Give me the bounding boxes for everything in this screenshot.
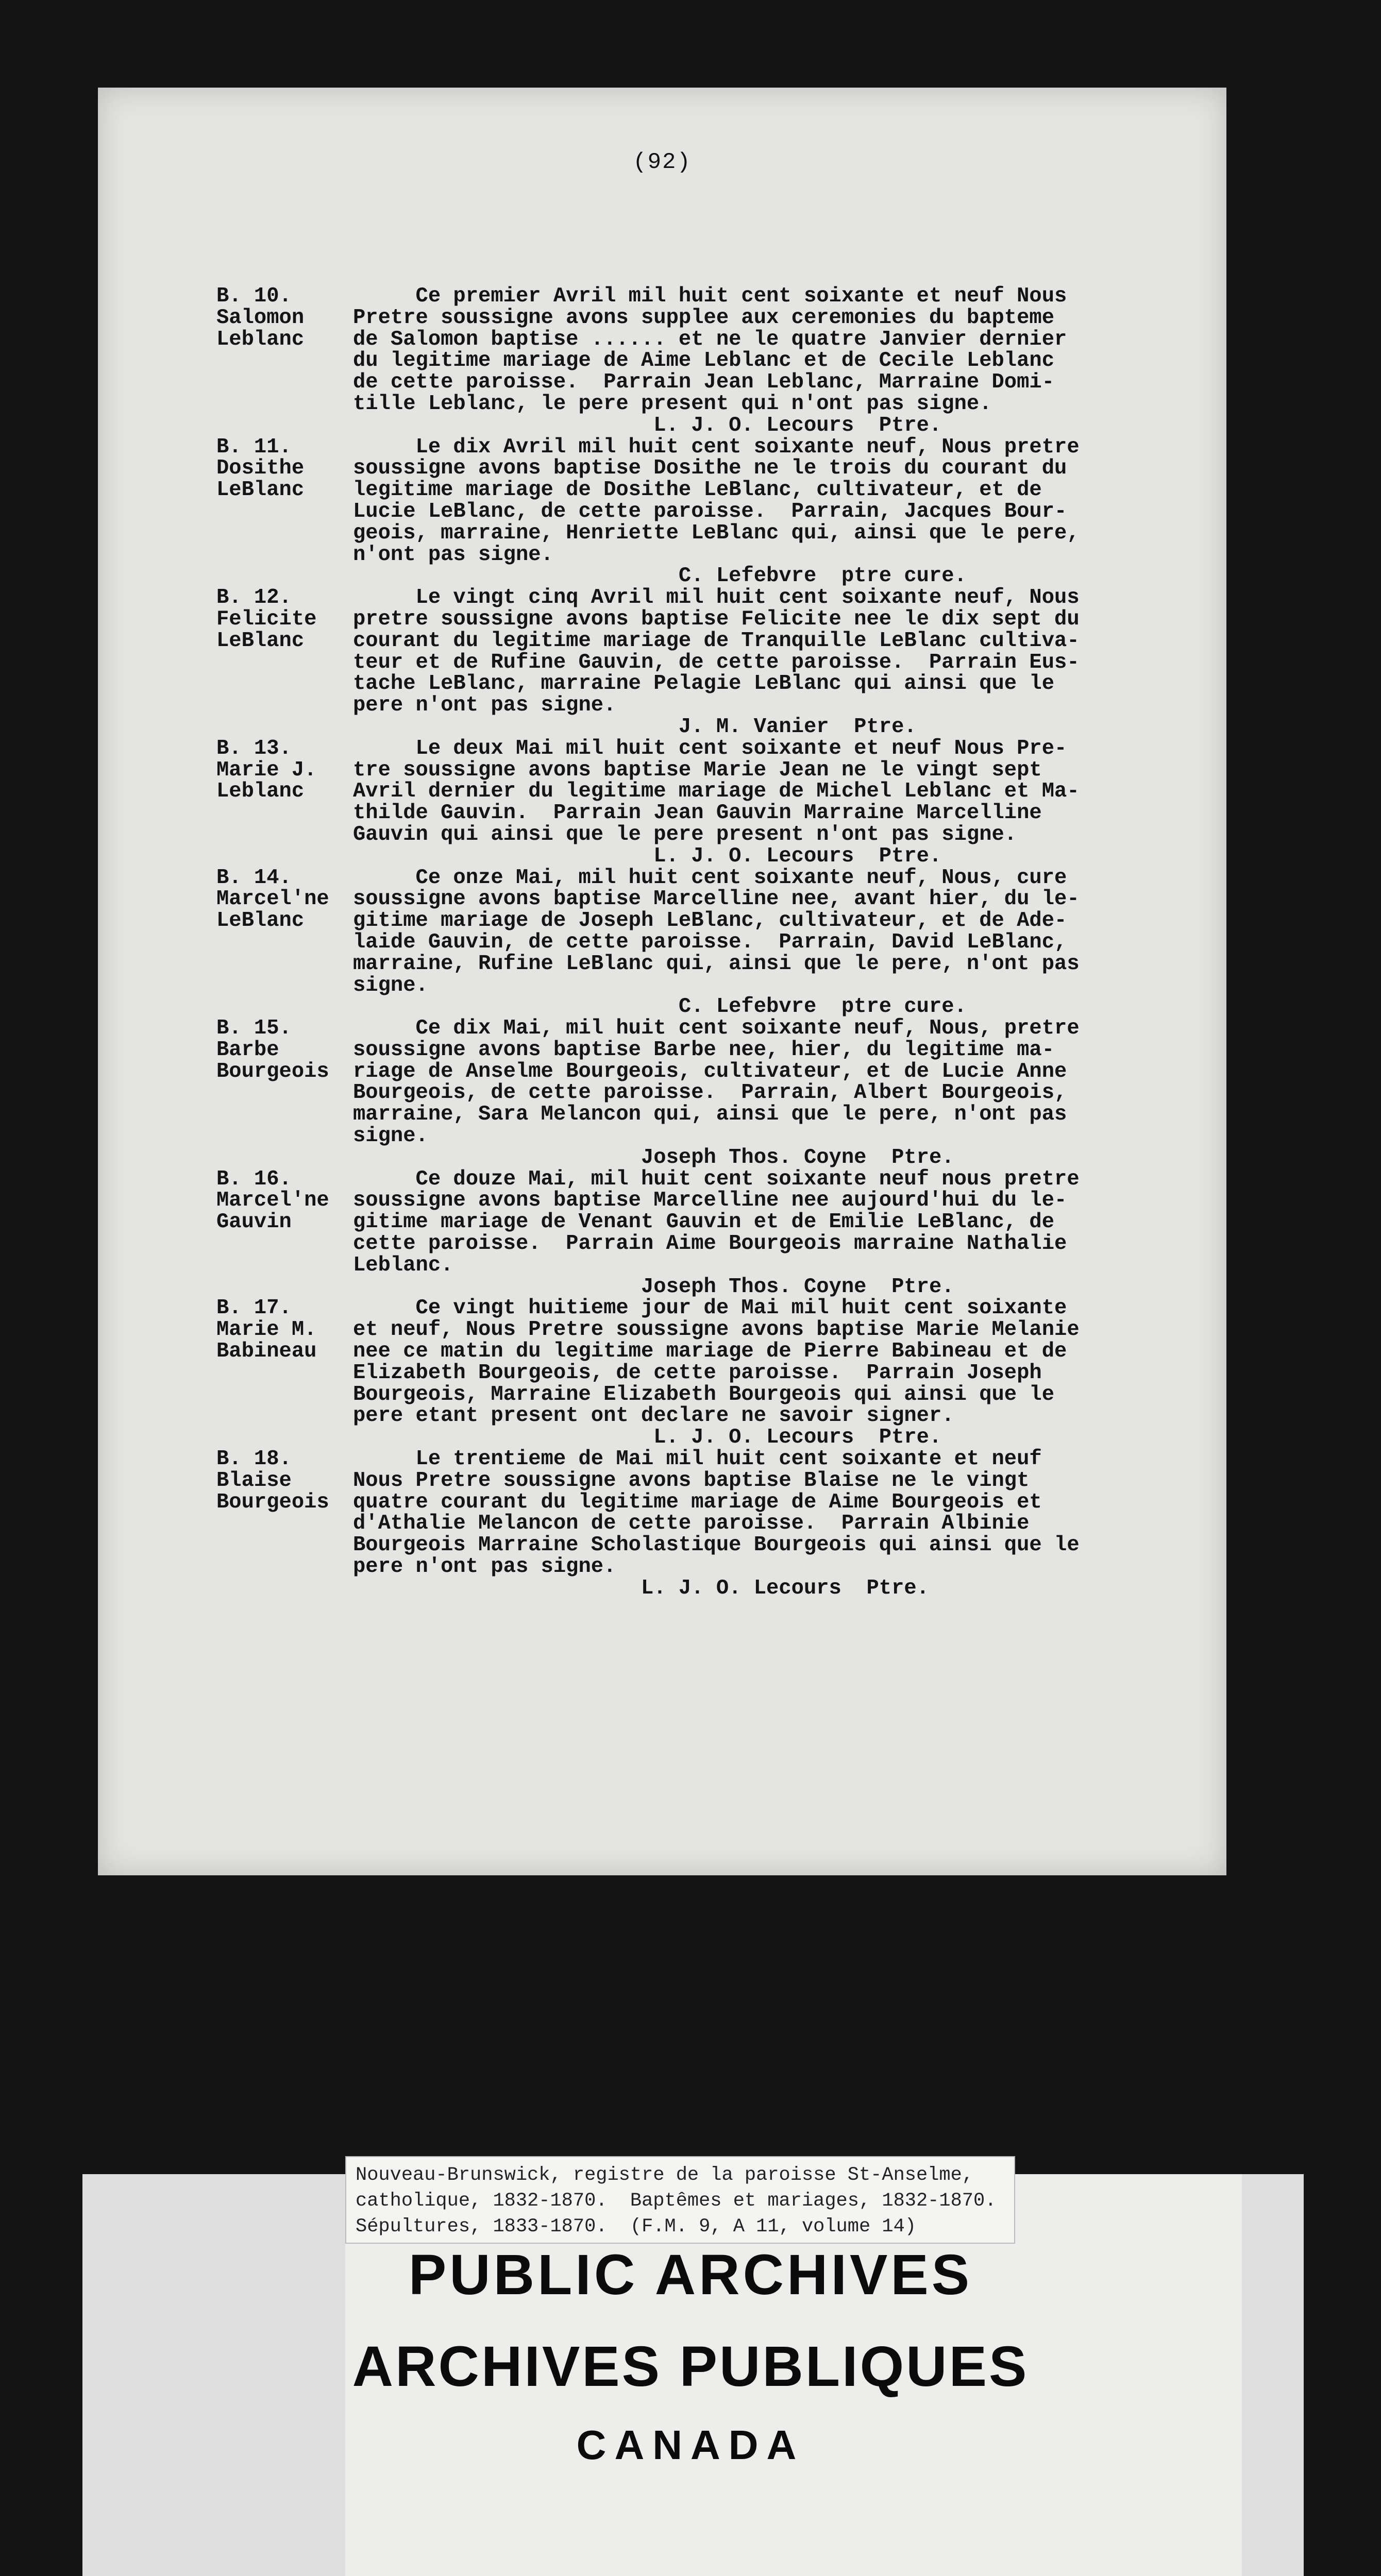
margin-line: Blaise — [216, 1468, 292, 1493]
entry-line: marraine, Rufine LeBlanc qui, ainsi que le pere, n'ont pas — [353, 952, 1080, 976]
margin-line: Babineau — [216, 1340, 317, 1364]
register-page — [98, 88, 1226, 1875]
margin-line: B. 17. — [216, 1296, 292, 1320]
entry-margin-note — [216, 286, 353, 437]
entry-line: pretre soussigne avons baptise Felicite nee le dix sept du — [353, 607, 1080, 631]
entry-line: pere etant present ont declare ne savoir signer. — [353, 1404, 954, 1428]
margin-line: LeBlanc — [216, 909, 305, 933]
archives-title-french: ARCHIVES PUBLIQUES — [352, 2335, 1029, 2398]
entry-line: marraine, Sara Melancon qui, ainsi que le pere, n'ont pas — [353, 1103, 1067, 1127]
entry-signature: Joseph Thos. Coyne Ptre. — [353, 1275, 954, 1299]
margin-line: Barbe — [216, 1038, 279, 1062]
entry-line: pere n'ont pas signe. — [353, 1555, 616, 1579]
entry-signature: L. J. O. Lecours Ptre. — [353, 1576, 929, 1600]
entry-signature: L. J. O. Lecours Ptre. — [353, 1426, 942, 1450]
entry-text — [353, 437, 1185, 588]
entry-margin-note — [216, 1169, 353, 1298]
margin-line: B. 15. — [216, 1016, 292, 1041]
margin-line: B. 14. — [216, 866, 292, 890]
entry-line: geois, marraine, Henriette LeBlanc qui, ainsi que le pere, — [353, 521, 1080, 545]
entry-text — [353, 1298, 1185, 1449]
margin-line: Leblanc — [216, 779, 305, 804]
baptism-entry — [216, 1449, 1185, 1600]
entry-line: et neuf, Nous Pretre soussigne avons baptise Marie Melanie — [353, 1318, 1080, 1342]
entry-line: thilde Gauvin. Parrain Jean Gauvin Marraine Marcelline — [353, 801, 1042, 825]
entry-line: tille Leblanc, le pere present qui n'ont pas signe. — [353, 392, 992, 416]
entry-margin-note — [216, 437, 353, 588]
entry-line: Pretre soussigne avons supplee aux ceremonies du bapteme — [353, 306, 1055, 330]
margin-line: Marie M. — [216, 1318, 317, 1342]
entry-line: de Salomon baptise ...... et ne le quatre Janvier dernier — [353, 327, 1067, 351]
entry-line: Nous Pretre soussigne avons baptise Blaise ne le vingt — [353, 1468, 1030, 1493]
page-number: (92) — [633, 149, 692, 175]
margin-line: B. 18. — [216, 1447, 292, 1471]
entry-text — [353, 1018, 1185, 1169]
entry-line: gitime mariage de Venant Gauvin et de Emilie LeBlanc, de — [353, 1210, 1055, 1234]
entry-line: courant du legitime mariage de Tranquille LeBlanc cultiva- — [353, 629, 1080, 653]
reference-line: Nouveau-Brunswick, registre de la paroisse St-Anselme, — [356, 2164, 973, 2186]
entry-line: Le dix Avril mil huit cent soixante neuf, Nous pretre — [353, 435, 1080, 459]
baptism-entry — [216, 1298, 1185, 1449]
entry-line: laide Gauvin, de cette paroisse. Parrain, David LeBlanc, — [353, 930, 1067, 954]
entry-line: Lucie LeBlanc, de cette paroisse. Parrain, Jacques Bour- — [353, 499, 1067, 523]
entry-line: Bourgeois, Marraine Elizabeth Bourgeois qui ainsi que le — [353, 1382, 1055, 1406]
entry-line: Bourgeois Marraine Scholastique Bourgeois qui ainsi que le — [353, 1533, 1080, 1557]
margin-line: Bourgeois — [216, 1490, 329, 1514]
margin-line: Marie J. — [216, 758, 317, 782]
entry-line: Le vingt cinq Avril mil huit cent soixante neuf, Nous — [353, 586, 1080, 610]
archives-title-english: PUBLIC ARCHIVES — [408, 2243, 973, 2307]
entry-margin-note — [216, 587, 353, 738]
entry-line: gitime mariage de Joseph LeBlanc, cultivateur, et de Ade- — [353, 909, 1067, 933]
entry-text — [353, 1449, 1185, 1600]
entry-text — [353, 1169, 1185, 1298]
entry-line: cette paroisse. Parrain Aime Bourgeois marraine Nathalie — [353, 1232, 1067, 1256]
entry-line: Ce dix Mai, mil huit cent soixante neuf, Nous, pretre — [353, 1016, 1080, 1041]
entry-line: Leblanc. — [353, 1253, 453, 1277]
entry-line: teur et de Rufine Gauvin, de cette paroisse. Parrain Eus- — [353, 650, 1080, 674]
baptism-entry — [216, 868, 1185, 1019]
margin-line: Leblanc — [216, 327, 305, 351]
entry-signature: L. J. O. Lecours Ptre. — [353, 844, 942, 868]
entry-text — [353, 868, 1185, 1019]
margin-line: Felicite — [216, 607, 317, 631]
entry-line: Elizabeth Bourgeois, de cette paroisse. Parrain Joseph — [353, 1361, 1042, 1385]
margin-line: B. 16. — [216, 1167, 292, 1191]
entry-line: signe. — [353, 1124, 428, 1148]
entry-line: Le deux Mai mil huit cent soixante et neuf Nous Pre- — [353, 736, 1067, 760]
entry-line: soussigne avons baptise Marcelline nee, avant hier, du le- — [353, 887, 1080, 911]
margin-line: LeBlanc — [216, 629, 305, 653]
margin-line: Marcel'ne — [216, 887, 329, 911]
entry-line: nee ce matin du legitime mariage de Pierre Babineau et de — [353, 1340, 1067, 1364]
margin-line: LeBlanc — [216, 478, 305, 502]
entry-line: Ce premier Avril mil huit cent soixante et neuf Nous — [353, 284, 1067, 308]
reference-slip — [345, 2156, 1015, 2244]
margin-line: Marcel'ne — [216, 1189, 329, 1213]
margin-line: B. 11. — [216, 435, 292, 459]
baptism-entry — [216, 738, 1185, 868]
entry-margin-note — [216, 1018, 353, 1169]
entry-line: n'ont pas signe. — [353, 543, 553, 567]
entry-signature: J. M. Vanier Ptre. — [353, 715, 917, 739]
entry-line: Gauvin qui ainsi que le pere present n'ont pas signe. — [353, 822, 1017, 846]
entry-line: Avril dernier du legitime mariage de Michel Leblanc et Ma- — [353, 779, 1080, 804]
entry-line: de cette paroisse. Parrain Jean Leblanc, Marraine Domi- — [353, 370, 1055, 395]
margin-line: B. 10. — [216, 284, 292, 308]
reference-line: catholique, 1832-1870. Baptêmes et mariages, 1832-1870. — [356, 2190, 997, 2212]
entry-line: quatre courant du legitime mariage de Aime Bourgeois et — [353, 1490, 1042, 1514]
baptism-entry — [216, 1018, 1185, 1169]
margin-line: Gauvin — [216, 1210, 292, 1234]
entry-signature: Joseph Thos. Coyne Ptre. — [353, 1145, 954, 1170]
reference-line: Sépultures, 1833-1870. (F.M. 9, A 11, volume 14) — [356, 2216, 916, 2238]
baptism-entry — [216, 587, 1185, 738]
entry-line: Le trentieme de Mai mil huit cent soixante et neuf — [353, 1447, 1042, 1471]
entry-line: Bourgeois, de cette paroisse. Parrain, Albert Bourgeois, — [353, 1081, 1067, 1105]
entry-text — [353, 738, 1185, 868]
baptism-entry — [216, 1169, 1185, 1298]
entry-line: d'Athalie Melancon de cette paroisse. Parrain Albinie — [353, 1512, 1030, 1536]
baptism-entry — [216, 437, 1185, 588]
entry-line: legitime mariage de Dosithe LeBlanc, cultivateur, et de — [353, 478, 1042, 502]
archives-title-country: CANADA — [576, 2422, 805, 2468]
entry-line: Ce vingt huitieme jour de Mai mil huit cent soixante — [353, 1296, 1067, 1320]
entry-line: signe. — [353, 973, 428, 997]
entry-line: Ce onze Mai, mil huit cent soixante neuf, Nous, cure — [353, 866, 1067, 890]
baptism-entries — [216, 286, 1185, 1600]
entry-line: soussigne avons baptise Dosithe ne le trois du courant du — [353, 456, 1067, 481]
entry-line: pere n'ont pas signe. — [353, 693, 616, 718]
entry-text — [353, 587, 1185, 738]
entry-margin-note — [216, 1298, 353, 1449]
entry-line: tre soussigne avons baptise Marie Jean ne le vingt sept — [353, 758, 1042, 782]
entry-line: soussigne avons baptise Marcelline nee aujourd'hui du le- — [353, 1189, 1067, 1213]
margin-line: B. 13. — [216, 736, 292, 760]
margin-line: Salomon — [216, 306, 305, 330]
entry-line: du legitime mariage de Aime Leblanc et de Cecile Leblanc — [353, 349, 1055, 373]
entry-margin-note — [216, 738, 353, 868]
entry-signature: C. Lefebvre ptre cure. — [353, 995, 967, 1019]
entry-margin-note — [216, 1449, 353, 1600]
entry-line: tache LeBlanc, marraine Pelagie LeBlanc qui ainsi que le — [353, 672, 1055, 696]
entry-signature: C. Lefebvre ptre cure. — [353, 564, 967, 588]
entry-text — [353, 286, 1185, 437]
entry-signature: L. J. O. Lecours Ptre. — [353, 413, 942, 437]
margin-line: Bourgeois — [216, 1059, 329, 1083]
entry-line: riage de Anselme Bourgeois, cultivateur, et de Lucie Anne — [353, 1059, 1067, 1083]
entry-line: Ce douze Mai, mil huit cent soixante neuf nous pretre — [353, 1167, 1080, 1191]
entry-margin-note — [216, 868, 353, 1019]
entry-line: soussigne avons baptise Barbe nee, hier, du legitime ma- — [353, 1038, 1055, 1062]
margin-line: Dosithe — [216, 456, 305, 481]
baptism-entry — [216, 286, 1185, 437]
margin-line: B. 12. — [216, 586, 292, 610]
